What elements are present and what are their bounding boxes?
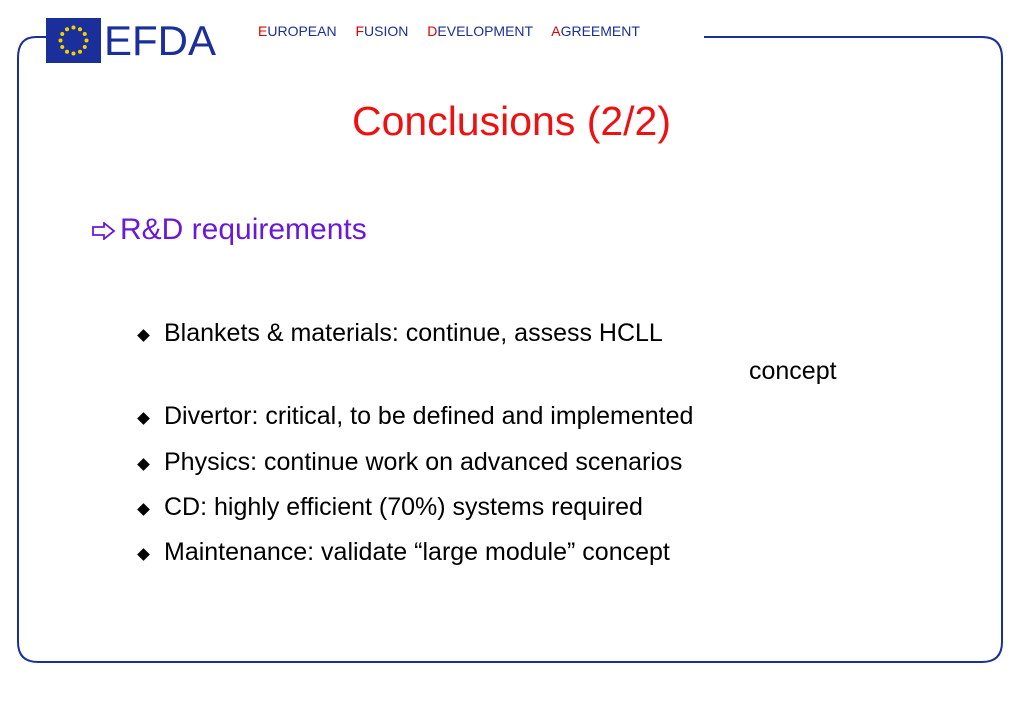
eu-star [78,27,82,31]
eu-star [85,39,89,43]
hollow-right-arrow-icon [92,214,116,248]
agreement-tagline [258,23,655,39]
eu-star [65,50,69,54]
agreement-word-4: AGREEMENT [551,23,640,39]
efda-logo-text: EFDA [104,17,217,64]
eu-flag-icon [46,18,101,63]
agreement-word-1: EUROPEAN [258,23,337,39]
eu-star [59,39,63,43]
eu-star [83,45,87,49]
eu-star [72,26,76,30]
agreement-word-3: DEVELOPMENT [427,23,534,39]
eu-star [72,52,76,56]
eu-star [60,32,64,36]
agreement-word-2: FUSION [355,23,409,39]
slide-title: Conclusions (2/2) [351,98,672,144]
eu-star [65,27,69,31]
section-heading-text: R&D requirements [120,213,367,246]
eu-star [78,50,82,54]
section-heading [92,213,367,248]
eu-star [83,32,87,36]
eu-star [60,45,64,49]
list-item-continuation: concept [749,357,837,385]
